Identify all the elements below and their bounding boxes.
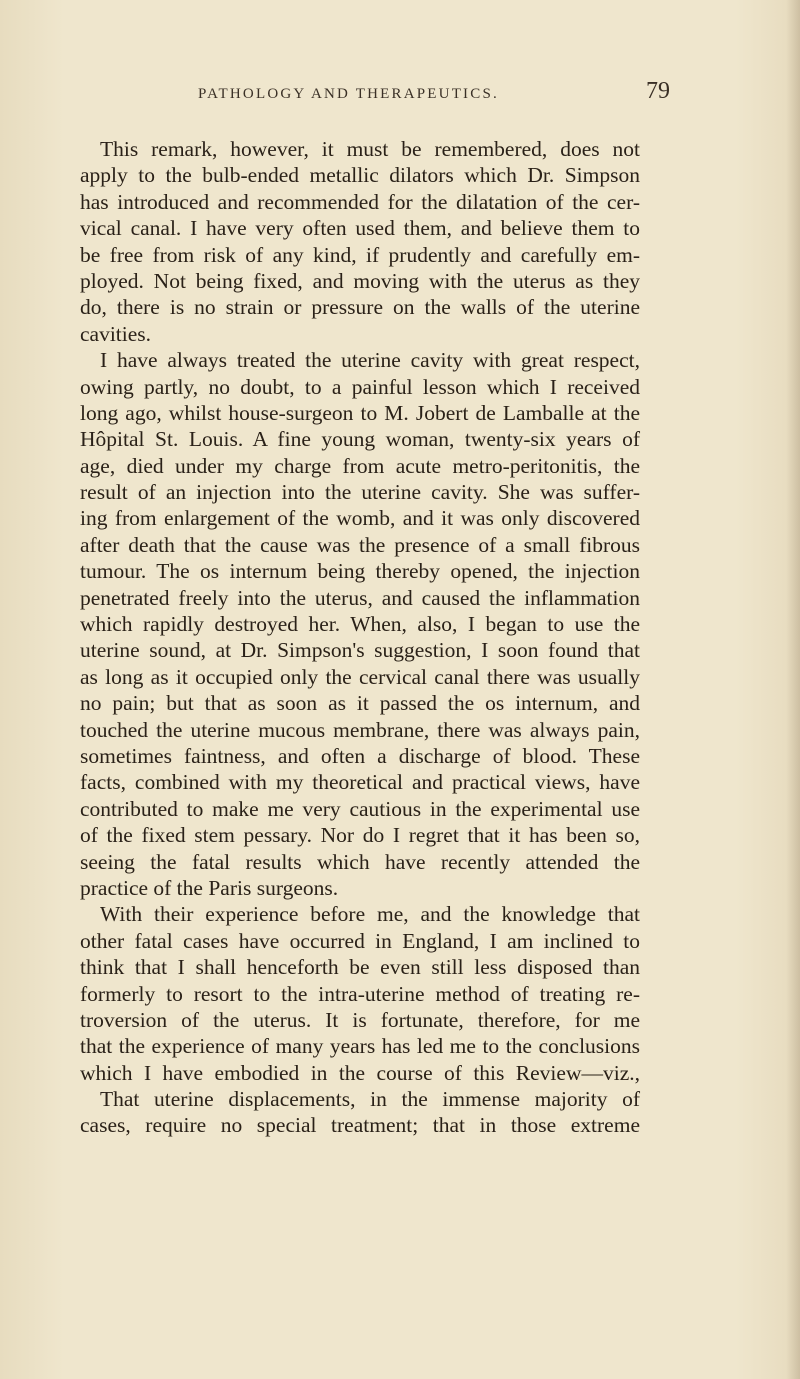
running-head: PATHOLOGY AND THERAPEUTICS. bbox=[198, 86, 499, 102]
text-line: no pain; but that as soon as it passed the os internum, and bbox=[80, 691, 640, 716]
text-line: that the experience of many years has led me to the conclusions bbox=[80, 1034, 640, 1059]
text-line: has introduced and recommended for the dilatation of the cer- bbox=[80, 189, 640, 214]
page-header bbox=[198, 78, 670, 112]
text-line: uterine sound, at Dr. Simpson's suggestion, I soon found that bbox=[80, 638, 640, 663]
text-line: troversion of the uterus. It is fortunate, therefore, for me bbox=[80, 1007, 640, 1032]
text-line: cases, require no special treatment; that in those extreme bbox=[80, 1113, 640, 1138]
text-line: apply to the bulb-ended metallic dilators which Dr. Simpson bbox=[80, 163, 640, 188]
text-line: tumour. The os internum being thereby opened, the injection bbox=[80, 559, 640, 584]
text-line: facts, combined with my theoretical and practical views, have bbox=[80, 770, 640, 795]
text-line: formerly to resort to the intra-uterine method of treating re- bbox=[80, 981, 640, 1006]
text-line: With their experience before me, and the knowledge that bbox=[100, 902, 640, 927]
text-line: which rapidly destroyed her. When, also, I began to use the bbox=[80, 612, 640, 637]
text-line: sometimes faintness, and often a discharge of blood. These bbox=[80, 743, 640, 768]
body-text bbox=[80, 136, 640, 1139]
text-line: age, died under my charge from acute metro-peritonitis, the bbox=[80, 453, 640, 478]
text-line: ployed. Not being fixed, and moving with the uterus as they bbox=[80, 268, 640, 293]
text-line: after death that the cause was the presence of a small fibrous bbox=[80, 532, 640, 557]
text-line: This remark, however, it must be remembered, does not bbox=[100, 137, 640, 161]
text-line: cavities. bbox=[80, 321, 152, 346]
text-line: as long as it occupied only the cervical canal there was usually bbox=[80, 664, 640, 689]
text-line: owing partly, no doubt, to a painful lesson which I received bbox=[80, 374, 640, 399]
text-line: Hôpital St. Louis. A fine young woman, twenty-six years of bbox=[80, 427, 640, 452]
text-line: be free from risk of any kind, if prudently and carefully em- bbox=[80, 242, 640, 267]
text-line: do, there is no strain or pressure on the walls of the uterine bbox=[80, 295, 640, 320]
text-line: other fatal cases have occurred in England, I am inclined to bbox=[80, 928, 640, 953]
text-line: practice of the Paris surgeons. bbox=[80, 875, 339, 900]
text-line: seeing the fatal results which have recently attended the bbox=[80, 849, 640, 874]
text-line: penetrated freely into the uterus, and caused the inflammation bbox=[80, 585, 640, 610]
text-line: vical canal. I have very often used them, and believe them to bbox=[80, 216, 640, 241]
text-line: That uterine displacements, in the immense majority of bbox=[100, 1087, 640, 1112]
page-binding-shadow bbox=[786, 0, 800, 1379]
text-line: think that I shall henceforth be even still less disposed than bbox=[80, 955, 640, 980]
text-line: which I have embodied in the course of this Review—viz., bbox=[80, 1060, 640, 1085]
text-line: of the fixed stem pessary. Nor do I regret that it has been so, bbox=[80, 823, 640, 848]
text-line: long ago, whilst house-surgeon to M. Jobert de Lamballe at the bbox=[80, 400, 640, 425]
text-line: touched the uterine mucous membrane, there was always pain, bbox=[80, 717, 640, 742]
text-line: ing from enlargement of the womb, and it was only discovered bbox=[80, 506, 640, 531]
text-line: I have always treated the uterine cavity with great respect, bbox=[100, 348, 640, 373]
text-line: contributed to make me very cautious in the experimental use bbox=[80, 796, 640, 821]
page-number: 79 bbox=[646, 78, 670, 104]
text-line: result of an injection into the uterine cavity. She was suffer- bbox=[80, 480, 640, 505]
